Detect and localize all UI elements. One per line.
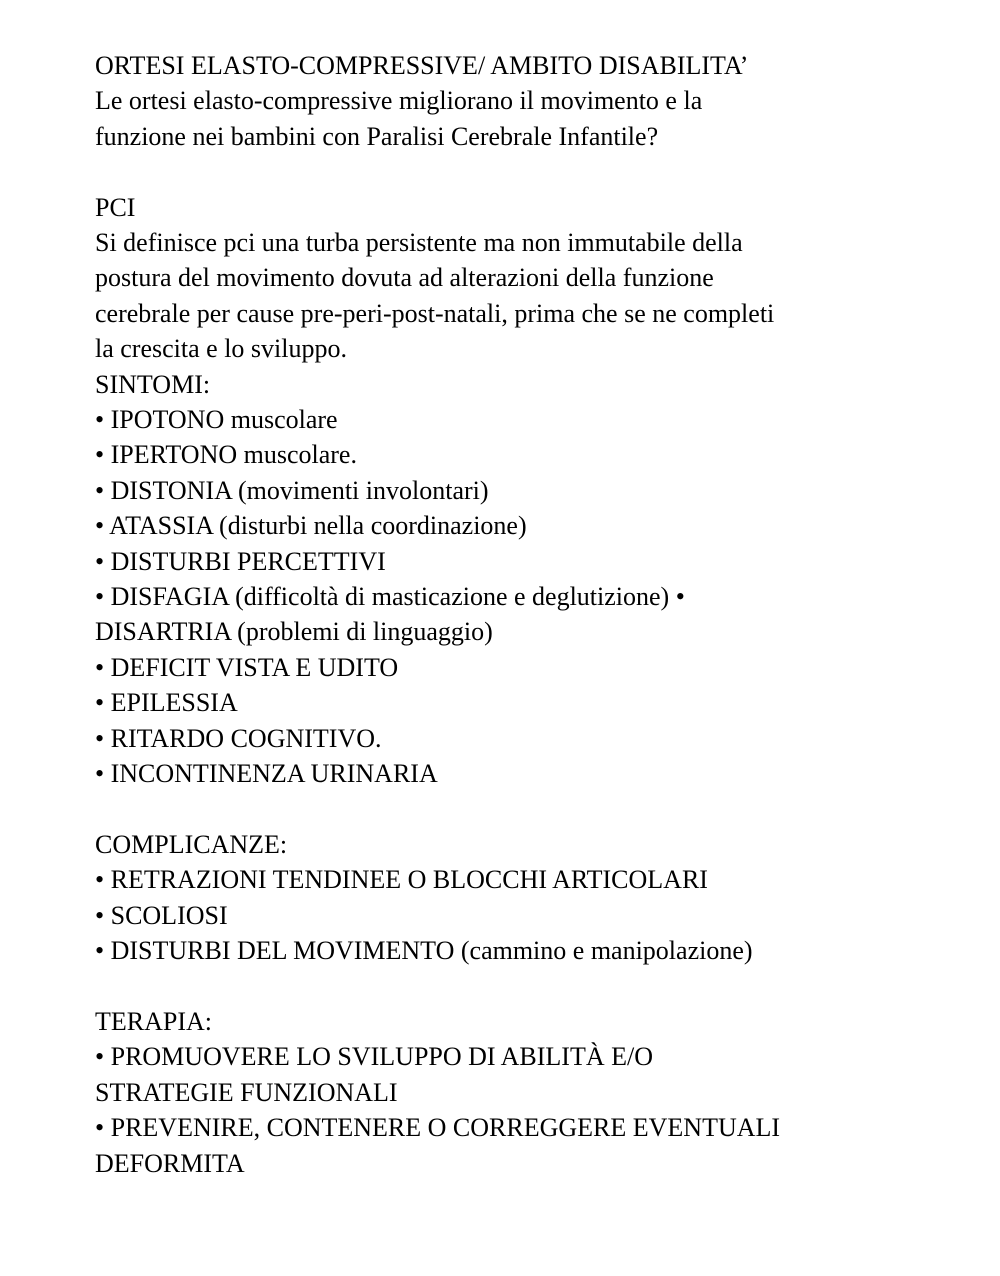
blank-line xyxy=(95,154,975,189)
sintomi-item: • IPOTONO muscolare xyxy=(95,405,338,435)
pci-definition-line: Si definisce pci una turba persistente ma non immutabile della xyxy=(95,228,743,258)
complicanze-item: • DISTURBI DEL MOVIMENTO (cammino e manipolazione) xyxy=(95,936,753,966)
blank-line xyxy=(95,792,975,827)
sintomi-item: • ATASSIA (disturbi nella coordinazione) xyxy=(95,511,527,541)
document-title: ORTESI ELASTO-COMPRESSIVE/ AMBITO DISABILITA’ xyxy=(95,51,749,80)
sintomi-item: • EPILESSIA xyxy=(95,688,238,718)
sintomi-item: • DISTONIA (movimenti involontari) xyxy=(95,475,489,505)
complicanze-item: • RETRAZIONI TENDINEE O BLOCCHI ARTICOLARI xyxy=(95,865,708,895)
sintomi-item: • INCONTINENZA URINARIA xyxy=(95,759,438,789)
terapia-heading: TERAPIA: xyxy=(95,1006,212,1036)
sintomi-item: • DISTURBI PERCETTIVI xyxy=(95,546,386,576)
sintomi-item: DISARTRIA (problemi di linguaggio) xyxy=(95,617,493,647)
terapia-item: STRATEGIE FUNZIONALI xyxy=(95,1077,398,1107)
pci-definition-line: postura del movimento dovuta ad alterazioni della funzione xyxy=(95,263,714,293)
complicanze-item: • SCOLIOSI xyxy=(95,900,228,930)
pci-heading: PCI xyxy=(95,192,136,222)
question-line: funzione nei bambini con Paralisi Cerebrale Infantile? xyxy=(95,121,659,151)
complicanze-heading: COMPLICANZE: xyxy=(95,829,288,859)
document-page xyxy=(95,48,975,1181)
sintomi-heading: SINTOMI: xyxy=(95,369,211,399)
terapia-item: DEFORMITA xyxy=(95,1148,245,1178)
sintomi-item: • DEFICIT VISTA E UDITO xyxy=(95,652,399,682)
sintomi-item: • RITARDO COGNITIVO. xyxy=(95,723,382,753)
sintomi-item: • DISFAGIA (difficoltà di masticazione e deglutizione) • xyxy=(95,582,685,612)
pci-definition-line: cerebrale per cause pre-peri-post-natali, prima che se ne completi xyxy=(95,298,775,328)
terapia-item: • PROMUOVERE LO SVILUPPO DI ABILITÀ E/O xyxy=(95,1042,653,1072)
pci-definition-line: la crescita e lo sviluppo. xyxy=(95,334,347,364)
question-line: Le ortesi elasto-compressive migliorano il movimento e la xyxy=(95,86,703,116)
terapia-item: • PREVENIRE, CONTENERE O CORREGGERE EVENTUALI xyxy=(95,1113,781,1143)
blank-line xyxy=(95,969,975,1004)
sintomi-item: • IPERTONO muscolare. xyxy=(95,440,357,470)
